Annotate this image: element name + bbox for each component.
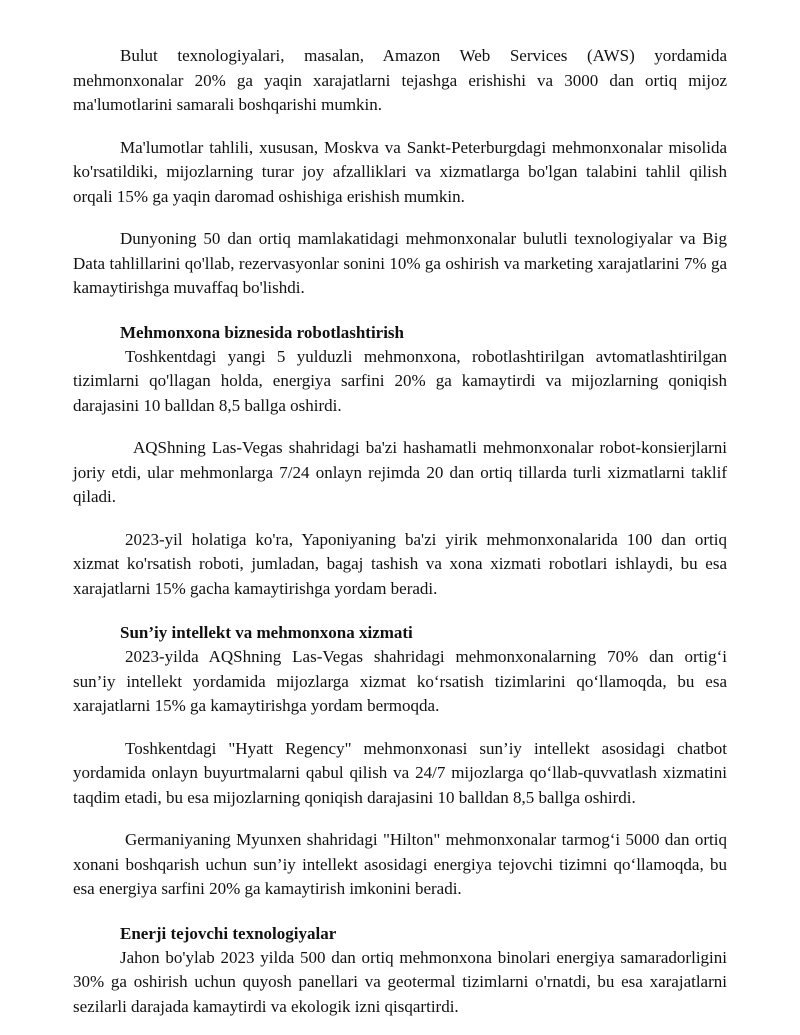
paragraph-aws: Bulut texnologiyalari, masalan, Amazon Web Services (AWS) yordamida mehmonxonalar 20% ga yaqin xarajatlarni tejashga erishishi va 3000 dan ortiq mijoz ma'lumotlarini samarali boshqarishi mumkin. bbox=[73, 46, 727, 114]
paragraph-hilton: Germaniyaning Myunxen shahridagi "Hilton" mehmonxonalar tarmog‘i 5000 dan ortiq xonani boshqarish uchun sun’iy intellekt asosidagi energiya tejovchi tizimni qo‘llamoqda, bu esa energiya sarfini 20% ga kamaytirish imkonini beradi. bbox=[73, 830, 727, 898]
paragraph-tashkent-robotics: Toshkentdagi yangi 5 yulduzli mehmonxona, robotlashtirilgan avtomatlashtirilgan tizimlarni qo'llagan holda, energiya sarfini 20% ga kamaytirdi va mijozlarning qoniqish darajasini 10 balldan 8,5 ballga oshirdi. bbox=[73, 346, 727, 415]
paragraph-energy: Jahon bo'ylab 2023 yilda 500 dan ortiq mehmonxona binolari energiya samaradorligini 30% ga oshirish uchun quyosh panellari va geotermal tizimlarni o'rnatdi, bu esa xarajatlarni sezilarli darajada kamaytirdi va ekologik izni qisqartirdi. bbox=[73, 947, 727, 1016]
heading-robotics: Mehmonxona biznesida robotlashtirish bbox=[120, 322, 405, 342]
heading-ai: Sun’iy intellekt va mehmonxona xizmati bbox=[120, 623, 413, 642]
paragraph-japan-robots: 2023-yil holatiga ko'ra, Yaponiyaning ba'zi yirik mehmonxonalarida 100 dan ortiq xizmat ko'rsatish roboti, jumladan, bagaj tashish va xona xizmati robotlari ishlaydi, bu esa xarajatlarni 15% gacha kamaytirishga yordam beradi. bbox=[73, 529, 727, 598]
paragraph-las-vegas-robots: AQShning Las-Vegas shahridagi ba'zi hashamatli mehmonxonalar robot-konsierjlarni joriy etdi, ular mehmonlarga 7/24 onlayn rejimda 20 dan ortiq tillarda turli xizmatlarni taklif qiladi. bbox=[73, 438, 727, 506]
document-page bbox=[73, 44, 727, 1019]
paragraph-data-analysis: Ma'lumotlar tahlili, xususan, Moskva va Sankt-Peterburgdagi mehmonxonalar misolida ko'rsatildiki, mijozlarning turar joy afzalliklari va xizmatlarga bo'lgan talabini tahlil qilish orqali 15% ga yaqin daromad oshishiga erishish mumkin. bbox=[73, 137, 727, 206]
paragraph-las-vegas-ai: 2023-yilda AQShning Las-Vegas shahridagi mehmonxonalarning 70% dan ortig‘i sun’iy intellekt yordamida mijozlarga xizmat ko‘rsatish tizimlarini qo‘llamoqda, bu esa xarajatlarni 15% ga kamaytirishga yordam bermoqda. bbox=[73, 647, 727, 715]
paragraph-hyatt: Toshkentdagi "Hyatt Regency" mehmonxonasi sun’iy intellekt asosidagi chatbot yordamida onlayn buyurtmalarni qabul qilish va 24/7 mijozlarga qo‘llab-quvvatlash xizmatini taqdim etadi, bu esa mijozlarning qoniqish darajasini 10 balldan 8,5 ballga oshirdi. bbox=[73, 738, 727, 807]
heading-energy: Enerji tejovchi texnologiyalar bbox=[120, 923, 337, 943]
paragraph-big-data: Dunyoning 50 dan ortiq mamlakatidagi mehmonxonalar bulutli texnologiyalar va Big Data tahlillarini qo'llab, rezervasyonlar sonini 10% ga oshirish va marketing xarajatlarini 7% ga kamaytirishga muvaffaq bo'lishdi. bbox=[73, 229, 727, 297]
